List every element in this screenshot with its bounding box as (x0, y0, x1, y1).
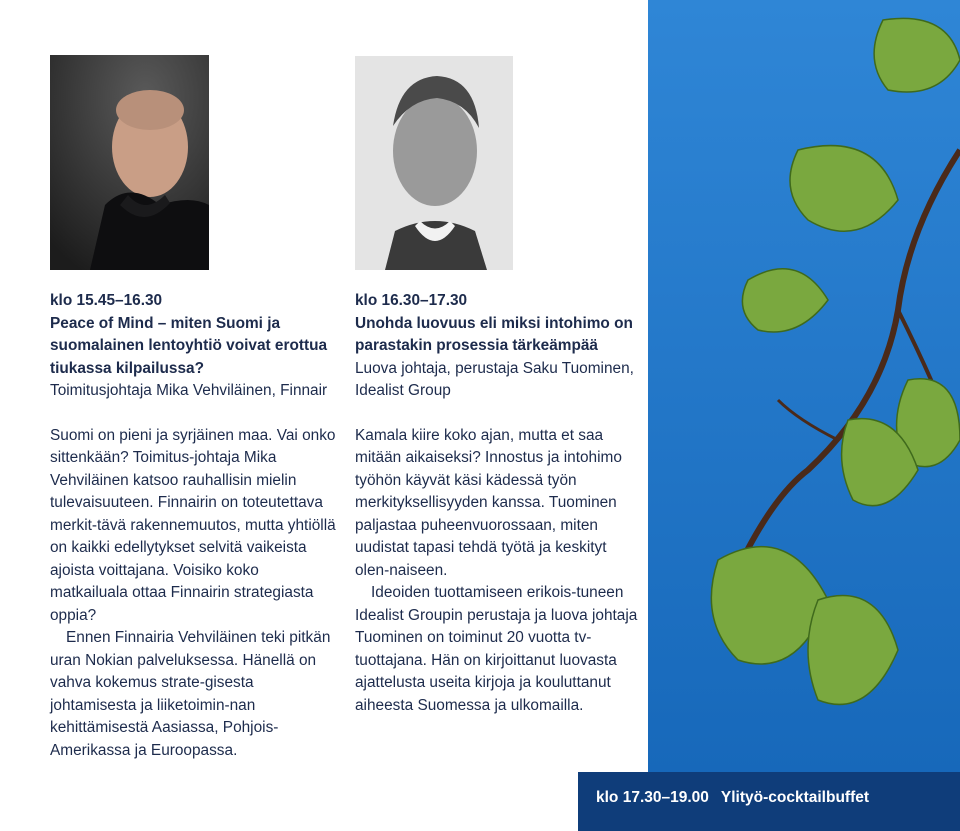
speaker-photo-tuominen (355, 56, 513, 270)
cocktail-time: klo 17.30–19.00 (596, 789, 709, 806)
speaker-photo-vehvilainen (50, 55, 209, 270)
session-2-paragraph: Ideoiden tuottamiseen erikois-tuneen Idealist Groupin perustaja ja luova johtaja Tuominen on toiminut 20 vuotta tv-tuottajana. Hän on kirjoittanut luovasta ajattelusta useita kirjoja ja kouluttanut aiheesta Suomessa ja ulkomailla. (355, 584, 638, 714)
session-1-body (50, 425, 340, 763)
session-1-paragraph: Ennen Finnairia Vehviläinen teki pitkän uran Nokian palveluksessa. Hänellä on vahva kokemus strate-gisesta johtamisesta ja liiketoimin-nan kehittämisestä Aasiassa, Pohjois-Amerikassa ja Euroopassa. (50, 629, 331, 759)
birch-leaves-image (648, 0, 960, 831)
session-1-speaker: Toimitusjohtaja Mika Vehviläinen, Finnair (50, 382, 328, 399)
session-1 (50, 290, 340, 762)
portrait-photo-icon (50, 55, 209, 270)
birch-leaves-photo-icon (648, 0, 960, 831)
session-1-time: klo 15.45–16.30 (50, 292, 163, 309)
session-1-title: Peace of Mind – miten Suomi ja suomalainen lentoyhtiö voivat erottua tiukassa kilpailussa? (50, 314, 328, 377)
session-2 (355, 290, 640, 717)
cocktail-label: Ylityö-cocktailbuffet (720, 789, 870, 806)
session-2-body (355, 425, 640, 718)
session-2-time: klo 16.30–17.30 (355, 292, 468, 309)
session-2-paragraph: Kamala kiire koko ajan, mutta et saa mitään aikaiseksi? Innostus ja intohimo työhön käyvät käsi kädessä työn merkityksellisyyden kanssa. Tuominen paljastaa puheenvuorossaan, miten uudistat tapasi tehdä työtä ja keskityt olen-naiseen. (355, 426, 622, 579)
session-1-paragraph: Suomi on pieni ja syrjäinen maa. Vai onko sittenkään? Toimitus-johtaja Mika Vehviläinen katsoo rauhallisin mielin tulevaisuuteen. Finnairin on toteutettava merkit-tävä rakennemuutos, mutta yhtiöllä on kaikki edellytykset selvitä vaikeista ajoista voittajana. Voisiko koko matkailuala ottaa Finnairin strategiasta oppia? (50, 426, 336, 624)
cocktail-info (596, 789, 869, 807)
session-2-speaker: Luova johtaja, perustaja Saku Tuominen, Idealist Group (355, 359, 634, 399)
session-2-title: Unohda luovuus eli miksi intohimo on parastakin prosessia tärkeämpää (355, 314, 633, 354)
portrait-photo-bw-icon (355, 56, 513, 270)
